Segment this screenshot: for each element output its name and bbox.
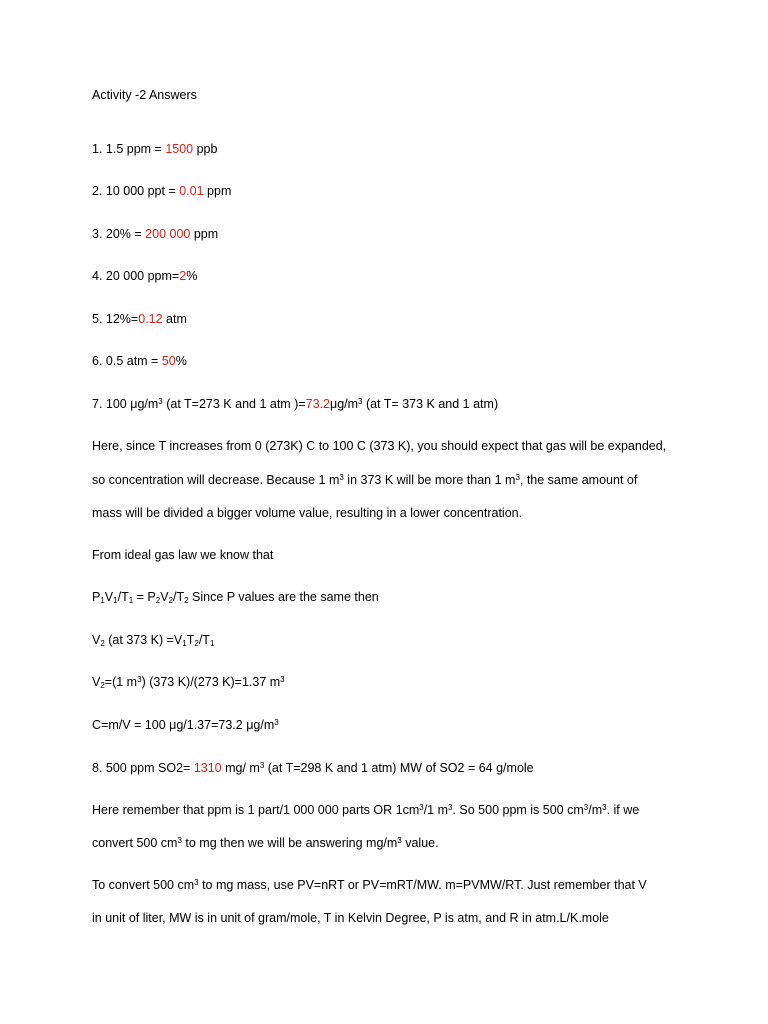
answer-value: 50	[161, 354, 176, 368]
text-run: /1 m	[423, 803, 448, 817]
text-run: (at T=273 K and 1 atm )=	[162, 397, 306, 411]
text-run: V	[104, 590, 114, 604]
answer-5	[92, 311, 187, 327]
subscript: 1	[100, 596, 105, 605]
answer-value: 1310	[193, 761, 222, 775]
answer-4	[92, 268, 197, 284]
equation-2	[92, 632, 214, 648]
answer-suffix: ppm	[190, 227, 219, 241]
answer-prefix: 3. 20% =	[92, 227, 146, 241]
subscript: 2	[194, 639, 199, 648]
answer-value: 200 000	[145, 227, 191, 241]
superscript: 3	[339, 473, 344, 482]
mu-symbol: μ	[330, 397, 338, 411]
subscript: 2	[100, 639, 105, 648]
text-run: (at T=298 K and 1 atm) MW of SO2 = 64 g/mole	[264, 761, 534, 775]
answer-prefix: 4. 20 000 ppm=	[92, 269, 180, 283]
answer-suffix: ppm	[203, 184, 232, 198]
answer-prefix: 2. 10 000 ppt =	[92, 184, 180, 198]
superscript: 3	[419, 803, 424, 812]
text-run: to mg then we will be answering mg/m	[181, 836, 398, 850]
text-run: to mg mass, use PV=nRT or PV=mRT/MW. m=PVMW/RT. Just remember that V	[198, 878, 647, 892]
equation-1	[92, 589, 379, 605]
text-run: 7. 100	[92, 397, 131, 411]
answer-suffix: %	[186, 269, 198, 283]
ideal-gas-intro: From ideal gas law we know that	[92, 548, 274, 562]
answer-prefix: 6. 0.5 atm =	[92, 354, 162, 368]
text-run: g/1.37=73.2	[176, 718, 247, 732]
text-run: g/m	[253, 718, 275, 732]
mu-symbol: μ	[130, 397, 138, 411]
superscript: 3	[158, 397, 163, 406]
text-run: in 373 K will be more than 1 m	[343, 473, 516, 487]
answer-suffix: atm	[162, 312, 187, 326]
answer-value: 0.12	[138, 312, 163, 326]
answer-8	[92, 760, 534, 776]
answer-prefix: 1. 1.5 ppm =	[92, 142, 166, 156]
answer-2	[92, 183, 231, 199]
subscript: 1	[128, 596, 134, 605]
text-run: , the same amount of	[519, 473, 638, 487]
superscript: 3	[358, 397, 363, 406]
superscript: 3	[448, 803, 453, 812]
ppm-explanation-line-2	[92, 835, 439, 851]
conversion-line-2: in unit of liter, MW is in unit of gram/mole, T in Kelvin Degree, P is atm, and R in atm.L/K.mole	[92, 911, 609, 925]
text-run: /T	[117, 590, 129, 604]
text-run: V	[160, 590, 169, 604]
page-title: Activity -2 Answers	[92, 88, 197, 102]
superscript: 3	[397, 836, 402, 845]
text-run: g/m	[337, 397, 359, 411]
text-run: =(1 m	[104, 675, 138, 689]
text-run: value.	[401, 836, 439, 850]
text-run: = P	[133, 590, 156, 604]
text-run: 8. 500 ppm SO2=	[92, 761, 194, 775]
superscript: 3	[259, 761, 265, 770]
explanation-line-2	[92, 472, 637, 488]
subscript: 1	[182, 639, 187, 648]
subscript: 2	[155, 596, 161, 605]
text-run: /T	[173, 590, 185, 604]
answer-3	[92, 226, 218, 242]
subscript: 2	[168, 596, 173, 605]
text-run: Here remember that ppm is 1 part/1 000 000 parts OR 1cm	[92, 803, 420, 817]
subscript: 1	[209, 639, 215, 648]
text-run: mg/ m	[221, 761, 260, 775]
superscript: 3	[515, 473, 520, 482]
superscript: 3	[602, 803, 607, 812]
conversion-line-1	[92, 877, 647, 893]
text-run: V	[92, 633, 101, 647]
text-run: P	[92, 590, 101, 604]
ppm-explanation-line-1	[92, 802, 639, 818]
text-run: so concentration will decrease. Because 1 m	[92, 473, 340, 487]
text-run: convert 500 cm	[92, 836, 178, 850]
subscript: 1	[113, 596, 118, 605]
text-run: g/m	[137, 397, 159, 411]
text-run: Since P values are the same then	[188, 590, 379, 604]
subscript: 2	[100, 681, 105, 690]
answer-suffix: %	[175, 354, 187, 368]
answer-prefix: 5. 12%=	[92, 312, 139, 326]
superscript: 3	[583, 803, 589, 812]
mu-symbol: μ	[246, 718, 254, 732]
answer-value: 2	[179, 269, 187, 283]
mu-symbol: μ	[169, 718, 177, 732]
explanation-line-3: mass will be divided a bigger volume value, resulting in a lower concentration.	[92, 506, 523, 520]
text-run: (at 373 K) =V	[104, 633, 183, 647]
equation-3	[92, 674, 285, 690]
subscript: 2	[184, 596, 189, 605]
explanation-line-1: Here, since T increases from 0 (273K) C to 100 C (373 K), you should expect that gas will be expanded,	[92, 439, 667, 453]
text-run: To convert 500 cm	[92, 878, 195, 892]
equation-4	[92, 717, 279, 733]
answer-6	[92, 353, 187, 369]
text-run: ) (373 K)/(273 K)=1.37 m	[141, 675, 281, 689]
text-run: /T	[198, 633, 210, 647]
text-run: V	[92, 675, 101, 689]
text-run: (at T= 373 K and 1 atm)	[362, 397, 499, 411]
answer-suffix: ppb	[193, 142, 218, 156]
answer-value: 73.2	[305, 397, 330, 411]
text-run: /m	[588, 803, 603, 817]
superscript: 3	[194, 878, 199, 887]
text-run: . So 500 ppm is 500 cm	[452, 803, 584, 817]
text-run: T	[186, 633, 195, 647]
text-run: C=m/V = 100	[92, 718, 170, 732]
superscript: 3	[177, 836, 182, 845]
answer-1	[92, 141, 217, 157]
superscript: 3	[274, 718, 279, 727]
answer-value: 1500	[165, 142, 194, 156]
text-run: . if we	[606, 803, 640, 817]
answer-value: 0.01	[179, 184, 204, 198]
answer-7	[92, 396, 498, 412]
superscript: 3	[280, 675, 285, 684]
superscript: 3	[137, 675, 142, 684]
